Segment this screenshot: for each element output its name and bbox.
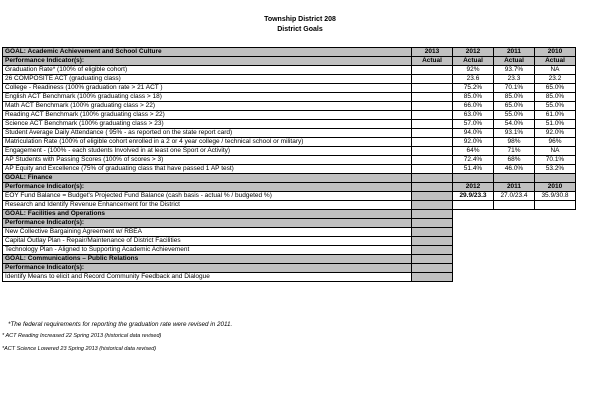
footnote-graduation: *The federal requirements for reporting the graduation rate were revised in 2011. — [8, 321, 233, 328]
indicator-value — [412, 75, 453, 84]
indicator-value: 23.6 — [453, 75, 494, 84]
indicator-value: 98% — [494, 138, 535, 147]
table-row — [3, 201, 576, 210]
indicator-value: 65.0% — [535, 84, 576, 93]
table-row — [3, 246, 576, 255]
indicator-value: 93.7% — [494, 66, 535, 75]
indicator-label: Student Average Daily Attendance ( 95% - as reported on the state report card) — [3, 129, 412, 138]
goal-heading: GOAL: Finance — [3, 174, 412, 183]
indicator-value: 29.9/23.3 — [453, 192, 494, 201]
indicator-value: 70.1% — [494, 84, 535, 93]
goal-heading: GOAL: Facilities and Operations — [3, 210, 412, 219]
indicator-value: 75.2% — [453, 84, 494, 93]
indicator-label: Science ACT Benchmark (100% graduating class > 23) — [3, 120, 412, 129]
footnote-act-reading: * ACT Reading Increased 22 Spring 2013 (historical data revised) — [2, 333, 162, 339]
year-header: 2012 — [453, 183, 494, 192]
indicator-label: Identify Means to elicit and Record Community Feedback and Dialogue — [3, 273, 412, 282]
communications-indicator-row — [3, 264, 576, 273]
table-row — [3, 75, 576, 84]
indicator-value: 85.0% — [535, 93, 576, 102]
goal-heading: GOAL: Communications – Public Relations — [3, 255, 412, 264]
indicator-value — [412, 129, 453, 138]
indicator-label: EOY Fund Balance = Budget's Projected Fund Balance (cash basis - actual % / budgeted %) — [3, 192, 412, 201]
indicator-value — [412, 120, 453, 129]
table-row — [3, 147, 576, 156]
table-row — [3, 93, 576, 102]
page-title: Township District 208 — [264, 16, 336, 23]
indicator-label: Graduation Rate* (100% of eligible cohort) — [3, 66, 412, 75]
indicator-value: 92% — [453, 66, 494, 75]
indicator-value: 53.2% — [535, 165, 576, 174]
table-row — [3, 111, 576, 120]
indicator-heading: Performance Indicator(s): — [3, 183, 412, 192]
table-row — [3, 102, 576, 111]
indicator-label: Engagement - (100% - each students Involved in at least one Sport or Activity) — [3, 147, 412, 156]
indicator-heading: Performance Indicator(s): — [3, 219, 412, 228]
indicator-label: Matriculation Rate (100% of eligible cohort enrolled in a 2 or 4 year college / technical school or military) — [3, 138, 412, 147]
year-header: 2011 — [494, 183, 535, 192]
actual-label: Actual — [412, 57, 453, 66]
table-row — [3, 129, 576, 138]
year-header: 2010 — [535, 183, 576, 192]
indicator-label: 26 COMPOSITE ACT (graduating class) — [3, 75, 412, 84]
indicator-value: 51.0% — [535, 120, 576, 129]
indicator-value — [412, 102, 453, 111]
year-header: 2013 — [412, 48, 453, 57]
table-row — [3, 237, 576, 246]
gray-cell — [453, 174, 494, 183]
indicator-value: 71% — [494, 147, 535, 156]
table-row — [3, 120, 576, 129]
table-row — [3, 84, 576, 93]
indicator-value: 46.0% — [494, 165, 535, 174]
indicator-value — [412, 138, 453, 147]
indicator-value: 51.4% — [453, 165, 494, 174]
facilities-indicator-row — [3, 219, 576, 228]
gray-cell — [412, 255, 453, 264]
indicator-value: 23.3 — [494, 75, 535, 84]
indicator-label: AP Students with Passing Scores (100% of scores > 3) — [3, 156, 412, 165]
gray-cell — [412, 237, 453, 246]
year-header: 2010 — [535, 48, 576, 57]
indicator-value — [412, 84, 453, 93]
indicator-value: 66.0% — [453, 102, 494, 111]
gray-cell — [412, 228, 453, 237]
goal-heading: GOAL: Academic Achievement and School Culture — [3, 48, 412, 57]
indicator-value: 70.1% — [535, 156, 576, 165]
table-row — [3, 192, 576, 201]
indicator-value — [412, 66, 453, 75]
indicator-value: 96% — [535, 138, 576, 147]
indicator-value: 85.0% — [494, 93, 535, 102]
indicator-value: 57.0% — [453, 120, 494, 129]
table-row — [3, 156, 576, 165]
table-row — [3, 165, 576, 174]
gray-cell — [412, 183, 453, 192]
indicator-value — [412, 156, 453, 165]
actual-label: Actual — [494, 57, 535, 66]
indicator-value: 27.0/23.4 — [494, 192, 535, 201]
indicator-value: 92.0% — [453, 138, 494, 147]
indicator-value: 61.0% — [535, 111, 576, 120]
indicator-value — [412, 111, 453, 120]
gray-cell — [494, 174, 535, 183]
indicator-heading: Performance Indicator(s): — [3, 57, 412, 66]
indicator-label: AP Equity and Excellence (75% of graduating class that have passed 1 AP test) — [3, 165, 412, 174]
indicator-value — [412, 165, 453, 174]
indicator-value: 63.0% — [453, 111, 494, 120]
indicator-value: NA — [535, 147, 576, 156]
communications-goal-row — [3, 255, 576, 264]
table-row — [3, 273, 576, 282]
indicator-label: New Collective Bargaining Agreement w/ RBEA — [3, 228, 412, 237]
indicator-value: 54.0% — [494, 120, 535, 129]
academic-goal-row — [3, 48, 576, 57]
indicator-value: 55.0% — [494, 111, 535, 120]
indicator-value: 93.1% — [494, 129, 535, 138]
indicator-heading: Performance Indicator(s): — [3, 264, 412, 273]
footnote-act-science: *ACT Science Lowered 23 Spring 2013 (historical data revised) — [2, 346, 157, 352]
indicator-value: 23.2 — [535, 75, 576, 84]
gray-cell — [412, 210, 453, 219]
gray-cell — [535, 174, 576, 183]
indicator-value: 85.0% — [453, 93, 494, 102]
indicator-label: English ACT Benchmark (100% graduating class > 18) — [3, 93, 412, 102]
gray-cell — [412, 192, 453, 201]
indicator-value — [412, 147, 453, 156]
indicator-value: 35.9/30.8 — [535, 192, 576, 201]
indicator-value: 68% — [494, 156, 535, 165]
empty-cell — [535, 201, 576, 210]
table-row — [3, 66, 576, 75]
indicator-label: Reading ACT Benchmark (100% graduating class > 22) — [3, 111, 412, 120]
indicator-value: 65.0% — [494, 102, 535, 111]
district-goals-table — [2, 47, 576, 282]
gray-cell — [412, 219, 453, 228]
indicator-value — [412, 93, 453, 102]
indicator-label: Math ACT Benchmark (100% graduating class > 22) — [3, 102, 412, 111]
facilities-goal-row — [3, 210, 576, 219]
table-row — [3, 228, 576, 237]
indicator-value: 94.0% — [453, 129, 494, 138]
gray-cell — [412, 246, 453, 255]
indicator-value: NA — [535, 66, 576, 75]
gray-cell — [412, 174, 453, 183]
finance-goal-row — [3, 174, 576, 183]
empty-cell — [453, 201, 494, 210]
year-header: 2012 — [453, 48, 494, 57]
academic-indicator-row — [3, 57, 576, 66]
table-row — [3, 138, 576, 147]
gray-cell — [412, 201, 453, 210]
indicator-value: 92.0% — [535, 129, 576, 138]
indicator-value: 64% — [453, 147, 494, 156]
actual-label: Actual — [535, 57, 576, 66]
indicator-label: Research and Identify Revenue Enhancement for the District — [3, 201, 412, 210]
year-header: 2011 — [494, 48, 535, 57]
actual-label: Actual — [453, 57, 494, 66]
finance-indicator-row — [3, 183, 576, 192]
page-subtitle: District Goals — [277, 26, 323, 33]
gray-cell — [412, 264, 453, 273]
empty-cell — [494, 201, 535, 210]
gray-cell — [412, 273, 453, 282]
indicator-value: 72.4% — [453, 156, 494, 165]
indicator-value: 55.0% — [535, 102, 576, 111]
indicator-label: Capital Outlay Plan - Repair/Maintenance of District Facilities — [3, 237, 412, 246]
indicator-label: Technology Plan - Aligned to Supporting Academic Achievement — [3, 246, 412, 255]
indicator-label: College - Readiness (100% graduation rate > 21 ACT ) — [3, 84, 412, 93]
